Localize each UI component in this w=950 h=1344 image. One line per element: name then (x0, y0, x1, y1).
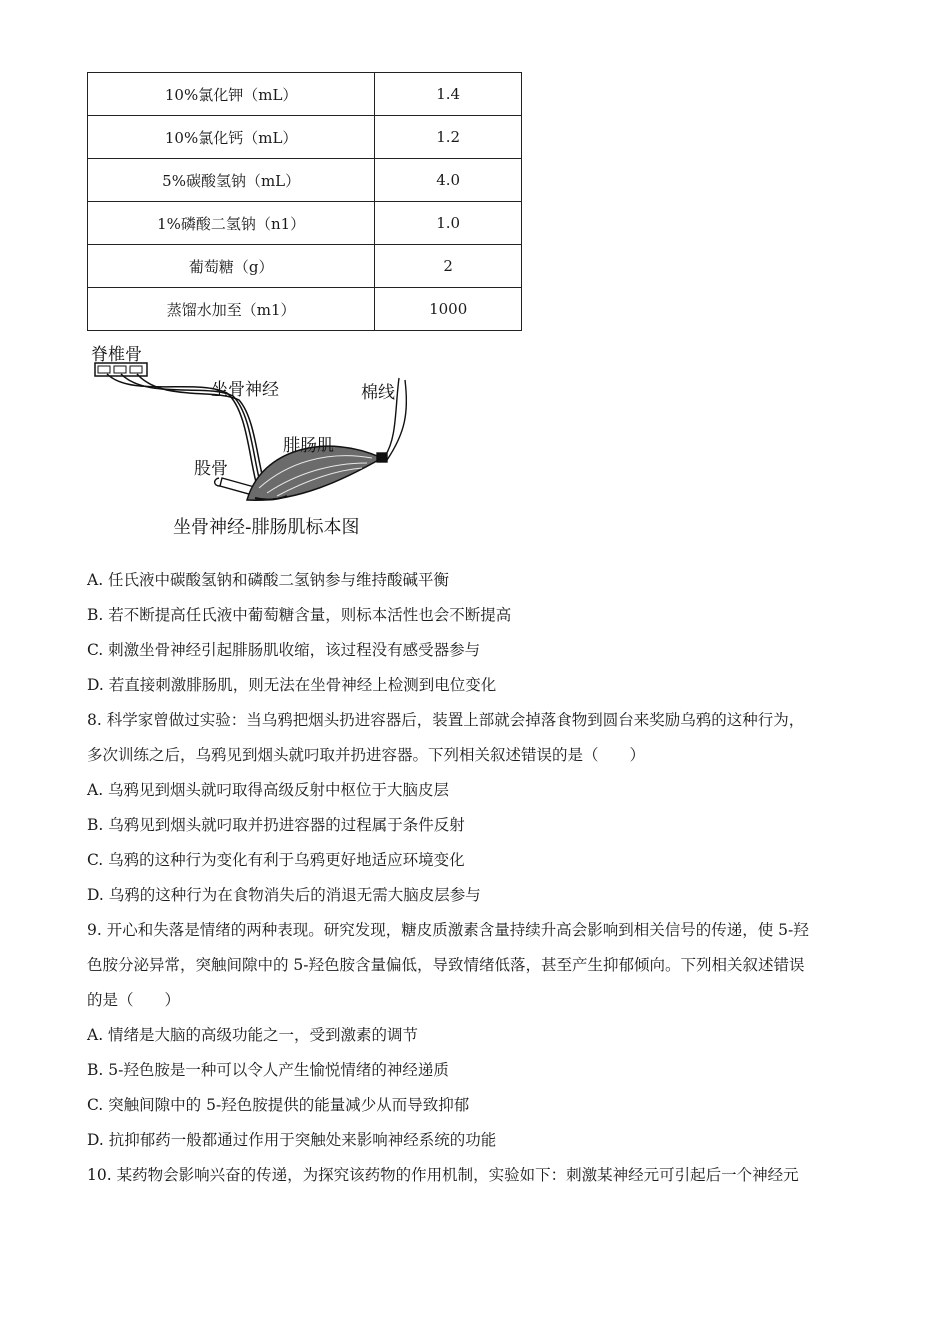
q7-option-a: A. 任氏液中碳酸氢钠和磷酸二氢钠参与维持酸碱平衡 (87, 571, 450, 589)
spine-label: 脊椎骨 (91, 345, 142, 365)
cotton-thread-label: 棉线 (361, 383, 395, 403)
table-row (88, 288, 522, 331)
reagent-name-cell: 1%磷酸二氢钠（n1） (88, 202, 375, 245)
reagent-table (87, 72, 522, 331)
reagent-name-cell: 10%氯化钾（mL） (88, 73, 375, 116)
sciatic-nerve-label: 坐骨神经 (211, 380, 279, 400)
sciatic-gastrocnemius-figure (87, 338, 407, 548)
gastrocnemius-label: 腓肠肌 (283, 436, 334, 456)
figure-caption: 坐骨神经-腓肠肌标本图 (173, 517, 360, 538)
reagent-value-cell: 1.4 (375, 73, 522, 116)
q9-option-b: B. 5-羟色胺是一种可以令人产生愉悦情绪的神经递质 (87, 1061, 449, 1079)
q7-option-d: D. 若直接刺激腓肠肌，则无法在坐骨神经上检测到电位变化 (87, 676, 497, 694)
q7-option-c: C. 刺激坐骨神经引起腓肠肌收缩，该过程没有感受器参与 (87, 641, 481, 659)
q9-option-c: C. 突触间隙中的 5-羟色胺提供的能量减少从而导致抑郁 (87, 1096, 470, 1114)
q8-stem-line-1: 8. 科学家曾做过实验：当乌鸦把烟头扔进容器后，装置上部就会掉落食物到圆台来奖励乌鸦的这种行为， (87, 711, 805, 729)
table-row (88, 245, 522, 288)
q9-stem-line-2: 色胺分泌异常，突触间隙中的 5-羟色胺含量偏低，导致情绪低落，甚至产生抑郁倾向。下列相关叙述错误 (87, 956, 805, 974)
q10-stem-line-1: 10. 某药物会影响兴奋的传递，为探究该药物的作用机制，实验如下：刺激某神经元可引起后一个神经元 (87, 1166, 799, 1184)
q9-stem-line-1: 9. 开心和失落是情绪的两种表现。研究发现，糖皮质激素含量持续升高会影响到相关信号的传递，使 5-羟 (87, 921, 809, 939)
q9-option-a: A. 情绪是大脑的高级功能之一，受到激素的调节 (87, 1026, 419, 1044)
q8-option-a: A. 乌鸦见到烟头就叼取得高级反射中枢位于大脑皮层 (87, 781, 450, 799)
table-row (88, 116, 522, 159)
question-text (87, 568, 867, 1198)
reagent-value-cell: 4.0 (375, 159, 522, 202)
q8-option-c: C. 乌鸦的这种行为变化有利于乌鸦更好地适应环境变化 (87, 851, 465, 869)
reagent-value-cell: 1.0 (375, 202, 522, 245)
reagent-name-cell: 葡萄糖（g） (88, 245, 375, 288)
table-row (88, 73, 522, 116)
q9-option-d: D. 抗抑郁药一般都通过作用于突触处来影响神经系统的功能 (87, 1131, 497, 1149)
reagent-value-cell: 1000 (375, 288, 522, 331)
reagent-name-cell: 10%氯化钙（mL） (88, 116, 375, 159)
reagent-value-cell: 2 (375, 245, 522, 288)
table-row (88, 159, 522, 202)
femur-label: 股骨 (194, 459, 228, 479)
table-row (88, 202, 522, 245)
reagent-value-cell: 1.2 (375, 116, 522, 159)
reagent-name-cell: 蒸馏水加至（m1） (88, 288, 375, 331)
reagent-name-cell: 5%碳酸氢钠（mL） (88, 159, 375, 202)
q8-stem-line-2: 多次训练之后，乌鸦见到烟头就叼取并扔进容器。下列相关叙述错误的是（ ） (87, 746, 646, 764)
q7-option-b: B. 若不断提高任氏液中葡萄糖含量，则标本活性也会不断提高 (87, 606, 512, 624)
q8-option-b: B. 乌鸦见到烟头就叼取并扔进容器的过程属于条件反射 (87, 816, 465, 834)
q8-option-d: D. 乌鸦的这种行为在食物消失后的消退无需大脑皮层参与 (87, 886, 481, 904)
q9-stem-line-3: 的是（ ） (87, 991, 181, 1009)
